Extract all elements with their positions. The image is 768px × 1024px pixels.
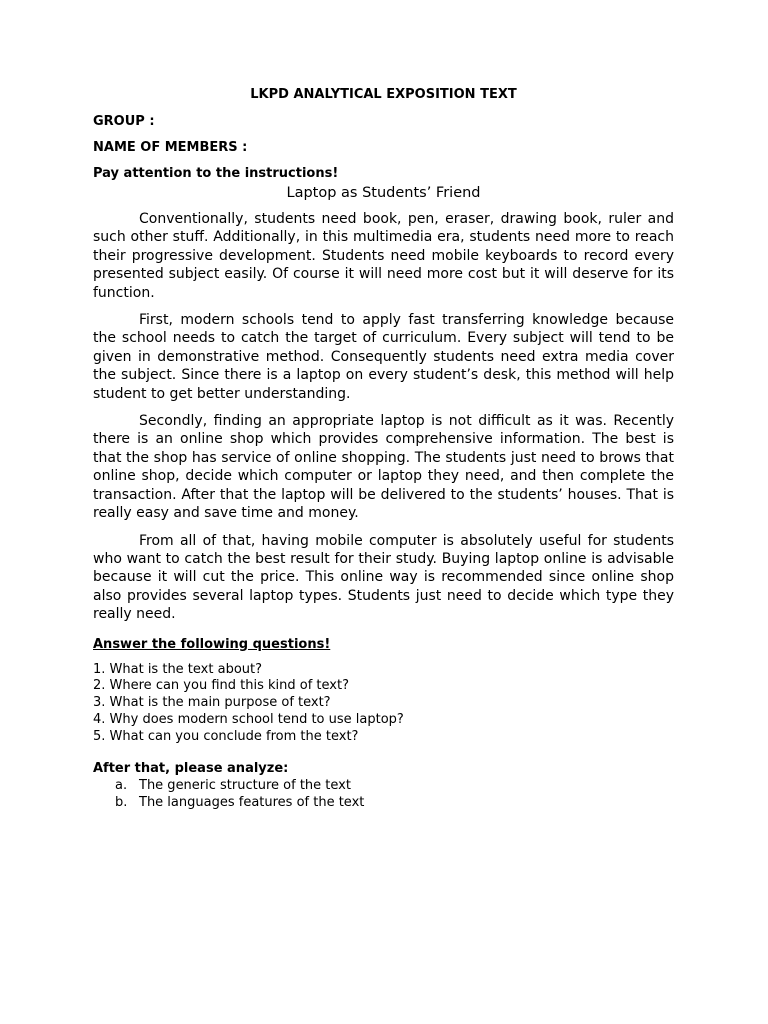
- document-page: [93, 86, 674, 812]
- paragraph-conclusion: From all of that, having mobile computer is absolutely useful for students who want to catch the best result for their study. Buying laptop online is advisable because it will cut the price. This online way is recommended since online shop also provides several laptop types. Students just need to decide which type they really need.: [93, 532, 674, 623]
- members-label: NAME OF MEMBERS :: [93, 140, 248, 155]
- paragraph-argument-2: Secondly, finding an appropriate laptop is not difficult as it was. Recently there is an online shop which provides comprehensive information. The best is that the shop has service of online shopping. The students just need to brows that online shop, decide which computer or laptop they need, and then complete the transaction. After that the laptop will be delivered to the students’ houses. That is really easy and save time and money.: [93, 413, 674, 522]
- question-item: 5. What can you conclude from the text?: [93, 728, 359, 744]
- analyze-item-text: The generic structure of the text: [139, 777, 351, 793]
- question-item: 4. Why does modern school tend to use laptop?: [93, 711, 404, 727]
- analyze-item: [115, 777, 674, 795]
- paragraph-argument-1: First, modern schools tend to apply fast transferring knowledge because the school needs to catch the target of curriculum. Every subject will tend to be given in demonstrative method. Consequently students need extra media cover the subject. Since there is a laptop on every student’s desk, this method will help student to get better understanding.: [93, 312, 674, 402]
- analyze-item-marker: a.: [115, 777, 128, 793]
- question-item: 3. What is the main purpose of text?: [93, 695, 331, 711]
- question-item: 1. What is the text about?: [93, 661, 263, 677]
- question-list: [93, 662, 674, 746]
- question-item: 2. Where can you find this kind of text?: [93, 678, 349, 694]
- text-title: Laptop as Students’ Friend: [286, 185, 481, 201]
- analyze-item: [115, 794, 674, 812]
- questions-heading: Answer the following questions!: [93, 636, 331, 652]
- analyze-item-marker: b.: [115, 795, 128, 811]
- document-title: LKPD ANALYTICAL EXPOSITION TEXT: [250, 87, 517, 102]
- analyze-item-text: The languages features of the text: [139, 795, 365, 811]
- group-label: GROUP :: [93, 114, 155, 129]
- analyze-list: [115, 777, 674, 812]
- instructions-text: Pay attention to the instructions!: [93, 166, 339, 181]
- paragraph-thesis: Conventionally, students need book, pen, eraser, drawing book, ruler and such other stuff. Additionally, in this multimedia era, students need more to reach their progressive development. Students need mobile keyboards to record every presented subject easily. Of course it will need more cost but it will deserve for its function.: [93, 211, 674, 301]
- analyze-heading: After that, please analyze:: [93, 760, 289, 776]
